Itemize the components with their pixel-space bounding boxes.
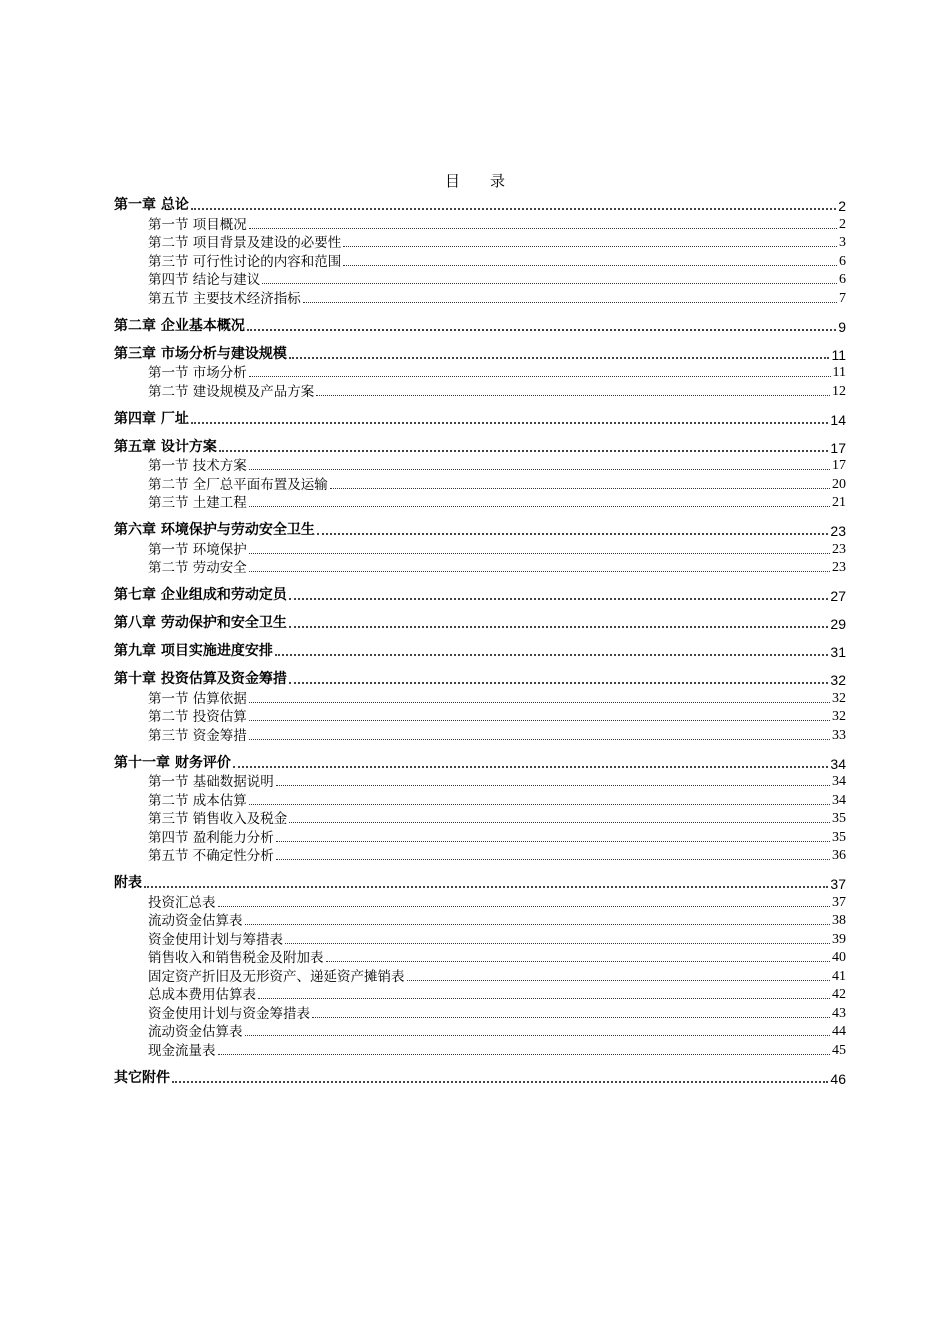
- toc-section-entry[interactable]: [114, 948, 846, 967]
- dot-leader: [249, 469, 830, 470]
- toc-entry-label: 第十章 投资估算及资金筹措: [114, 671, 287, 687]
- toc-section-entry[interactable]: [114, 270, 846, 289]
- toc-section-entry[interactable]: [114, 827, 846, 846]
- toc-section-entry[interactable]: [114, 233, 846, 252]
- dot-leader: [262, 283, 837, 284]
- toc-entry-page-number: 33: [832, 727, 846, 743]
- toc-entry-label: 第三节 土建工程: [148, 495, 247, 511]
- toc-entry-page-number: 32: [830, 672, 846, 688]
- toc-entry-label: 资金使用计划与筹措表: [148, 931, 283, 948]
- toc-chapter-entry[interactable]: [114, 1068, 846, 1087]
- dot-leader: [249, 702, 830, 703]
- dot-leader: [303, 302, 837, 303]
- toc-section-entry[interactable]: [114, 1022, 846, 1041]
- dot-leader: [144, 886, 828, 888]
- dot-leader: [191, 422, 829, 424]
- dot-leader: [343, 265, 837, 266]
- dot-leader: [285, 943, 830, 944]
- toc-section-entry[interactable]: [114, 911, 846, 930]
- dot-leader: [276, 841, 830, 842]
- toc-section-entry[interactable]: [114, 214, 846, 233]
- toc-chapter-entry[interactable]: [114, 641, 846, 660]
- toc-section-entry[interactable]: [114, 1003, 846, 1022]
- toc-entry-page-number: 36: [832, 848, 846, 863]
- toc-entry-label: 销售收入和销售税金及附加表: [148, 950, 324, 966]
- toc-entry-page-number: 32: [832, 709, 846, 724]
- toc-entry-label: 第十一章 财务评价: [114, 754, 231, 771]
- dot-leader: [275, 654, 829, 656]
- dot-leader: [330, 488, 830, 489]
- toc-entry-page-number: 39: [832, 931, 846, 947]
- toc-chapter-entry[interactable]: [114, 585, 846, 604]
- dot-leader: [276, 859, 830, 860]
- toc-entry-label: 第三章 市场分析与建设规模: [114, 345, 287, 362]
- toc-chapter-entry[interactable]: [114, 437, 846, 456]
- toc-chapter-entry[interactable]: [114, 409, 846, 428]
- toc-chapter-entry[interactable]: [114, 753, 846, 772]
- toc-entry-page-number: 2: [839, 216, 846, 232]
- toc-entry-page-number: 41: [832, 968, 846, 984]
- toc-entry-label: 第七章 企业组成和劳动定员: [114, 587, 287, 603]
- toc-entry-page-number: 20: [832, 476, 846, 492]
- toc-entry-page-number: 29: [830, 616, 846, 632]
- toc-section-entry[interactable]: [114, 929, 846, 948]
- toc-entry-page-number: 42: [832, 987, 846, 1002]
- dot-leader: [289, 822, 830, 823]
- toc-section-entry[interactable]: [114, 363, 846, 382]
- toc-entry-page-number: 46: [830, 1070, 846, 1087]
- dot-leader: [289, 357, 830, 359]
- toc-entry-label: 第八章 劳动保护和安全卫生: [114, 615, 287, 631]
- dot-leader: [172, 1081, 828, 1083]
- toc-section-entry[interactable]: [114, 790, 846, 809]
- toc-entry-label: 第二节 劳动安全: [148, 560, 247, 576]
- toc-entry-page-number: 23: [830, 523, 846, 539]
- toc-section-entry[interactable]: [114, 892, 846, 911]
- toc-entry-page-number: 6: [839, 272, 846, 287]
- dot-leader: [326, 961, 831, 962]
- toc-entry-page-number: 40: [832, 950, 846, 965]
- toc-chapter-entry[interactable]: [114, 344, 846, 363]
- toc-section-entry[interactable]: [114, 688, 846, 707]
- toc-entry-label: 附表: [114, 875, 142, 891]
- dot-leader: [289, 626, 829, 628]
- dot-leader: [249, 720, 830, 721]
- toc-entry-label: 第二节 项目背景及建设的必要性: [148, 235, 342, 251]
- dot-leader: [249, 376, 831, 377]
- dot-leader: [245, 1035, 831, 1036]
- toc-chapter-entry[interactable]: [114, 669, 846, 688]
- toc-entry-label: 流动资金估算表: [148, 913, 243, 929]
- dot-leader: [191, 208, 836, 210]
- toc-entry-page-number: 12: [832, 383, 846, 399]
- toc-entry-label: 总成本费用估算表: [148, 987, 256, 1003]
- toc-entry-label: 第六章 环境保护与劳动安全卫生: [114, 522, 315, 538]
- dot-leader: [312, 1017, 830, 1018]
- toc-chapter-entry[interactable]: [114, 316, 846, 335]
- toc-entry-page-number: 37: [830, 876, 846, 892]
- toc-section-entry[interactable]: [114, 772, 846, 791]
- dot-leader: [233, 766, 829, 768]
- toc-entry-page-number: 7: [839, 290, 846, 306]
- toc-entry-page-number: 34: [830, 755, 846, 772]
- toc-chapter-entry[interactable]: [114, 613, 846, 632]
- toc-section-entry[interactable]: [114, 381, 846, 400]
- toc-entry-label: 现金流量表: [148, 1042, 216, 1059]
- dot-leader: [218, 906, 831, 907]
- toc-entry-page-number: 11: [832, 365, 846, 380]
- toc-entry-page-number: 35: [832, 811, 846, 826]
- toc-section-entry[interactable]: [114, 707, 846, 726]
- toc-entry-page-number: 45: [832, 1042, 846, 1058]
- toc-title: 目录: [444, 172, 535, 190]
- dot-leader: [407, 980, 831, 981]
- toc-entry-label: 第四章 厂址: [114, 410, 189, 427]
- toc-entry-label: 第三节 资金筹措: [148, 727, 247, 744]
- toc-entry-label: 第二节 成本估算: [148, 792, 247, 809]
- dot-leader: [249, 571, 830, 572]
- toc-entry-label: 第二节 投资估算: [148, 709, 247, 725]
- toc-entry-label: 第一节 基础数据说明: [148, 774, 274, 790]
- dot-leader: [289, 682, 829, 684]
- toc-entry-label: 第一章 总论: [114, 197, 189, 213]
- toc-entry-page-number: 17: [832, 458, 846, 473]
- toc-entry-page-number: 3: [839, 235, 846, 250]
- toc-chapter-entry[interactable]: [114, 873, 846, 892]
- toc-entry-label: 第四节 结论与建议: [148, 272, 261, 288]
- toc-entry-label: 第二节 全厂总平面布置及运输: [148, 476, 328, 493]
- toc-entry-label: 第二节 建设规模及产品方案: [148, 383, 315, 400]
- toc-entry-label: 投资汇总表: [148, 894, 216, 911]
- toc-entry-page-number: 6: [839, 253, 846, 269]
- toc-entry-page-number: 17: [830, 439, 846, 456]
- toc-entry-label: 第一节 估算依据: [148, 690, 247, 707]
- dot-leader: [258, 998, 830, 999]
- toc-entry-page-number: 44: [832, 1024, 846, 1039]
- toc-entry-label: 流动资金估算表: [148, 1024, 243, 1040]
- toc-entry-page-number: 31: [830, 644, 846, 660]
- table-of-contents: [114, 195, 846, 1087]
- toc-entry-label: 第一节 市场分析: [148, 365, 247, 381]
- toc-section-entry[interactable]: [114, 474, 846, 493]
- toc-entry-label: 第一节 环境保护: [148, 541, 247, 558]
- toc-entry-page-number: 34: [832, 792, 846, 808]
- toc-section-entry[interactable]: [114, 288, 846, 307]
- dot-leader: [219, 450, 829, 452]
- dot-leader: [317, 533, 829, 535]
- toc-entry-label: 第一节 项目概况: [148, 216, 247, 233]
- toc-entry-label: 第九章 项目实施进度安排: [114, 643, 273, 659]
- toc-section-entry[interactable]: [114, 846, 846, 865]
- dot-leader: [245, 924, 831, 925]
- toc-entry-page-number: 32: [832, 690, 846, 706]
- toc-section-entry[interactable]: [114, 493, 846, 512]
- toc-entry-page-number: 2: [838, 198, 846, 214]
- toc-entry-page-number: 23: [832, 541, 846, 557]
- toc-entry-label: 第三节 销售收入及税金: [148, 811, 288, 827]
- toc-section-entry[interactable]: [114, 966, 846, 985]
- dot-leader: [249, 553, 830, 554]
- dot-leader: [289, 598, 829, 600]
- toc-entry-page-number: 37: [832, 894, 846, 910]
- toc-entry-page-number: 11: [831, 346, 846, 363]
- toc-chapter-entry[interactable]: [114, 520, 846, 539]
- toc-entry-label: 资金使用计划与资金筹措表: [148, 1005, 310, 1022]
- toc-chapter-entry[interactable]: [114, 195, 846, 214]
- toc-section-entry[interactable]: [114, 725, 846, 744]
- toc-entry-page-number: 27: [830, 588, 846, 604]
- dot-leader: [218, 1054, 831, 1055]
- toc-section-entry[interactable]: [114, 809, 846, 828]
- toc-entry-label: 第一节 技术方案: [148, 458, 247, 474]
- toc-entry-page-number: 14: [830, 411, 846, 428]
- toc-entry-page-number: 38: [832, 913, 846, 928]
- dot-leader: [249, 804, 830, 805]
- toc-section-entry[interactable]: [114, 251, 846, 270]
- dot-leader: [276, 785, 830, 786]
- dot-leader: [247, 329, 836, 331]
- toc-entry-label: 其它附件: [114, 1069, 170, 1086]
- dot-leader: [343, 246, 837, 247]
- dot-leader: [249, 228, 837, 229]
- toc-section-entry[interactable]: [114, 1040, 846, 1059]
- toc-entry-page-number: 23: [832, 560, 846, 575]
- toc-entry-label: 第五章 设计方案: [114, 438, 217, 455]
- toc-section-entry[interactable]: [114, 985, 846, 1004]
- toc-entry-label: 第三节 可行性讨论的内容和范围: [148, 253, 342, 270]
- dot-leader: [316, 395, 830, 396]
- toc-section-entry[interactable]: [114, 539, 846, 558]
- dot-leader: [249, 506, 830, 507]
- toc-entry-page-number: 21: [832, 495, 846, 510]
- toc-entry-label: 第二章 企业基本概况: [114, 317, 245, 334]
- toc-entry-label: 第四节 盈利能力分析: [148, 829, 274, 846]
- toc-entry-label: 第五节 主要技术经济指标: [148, 290, 301, 307]
- toc-section-entry[interactable]: [114, 558, 846, 577]
- dot-leader: [249, 739, 830, 740]
- toc-entry-page-number: 9: [838, 318, 846, 335]
- toc-entry-label: 固定资产折旧及无形资产、递延资产摊销表: [148, 968, 405, 985]
- toc-entry-page-number: 43: [832, 1005, 846, 1021]
- toc-entry-page-number: 34: [832, 774, 846, 789]
- toc-entry-page-number: 35: [832, 829, 846, 845]
- toc-entry-label: 第五节 不确定性分析: [148, 848, 274, 864]
- toc-section-entry[interactable]: [114, 456, 846, 475]
